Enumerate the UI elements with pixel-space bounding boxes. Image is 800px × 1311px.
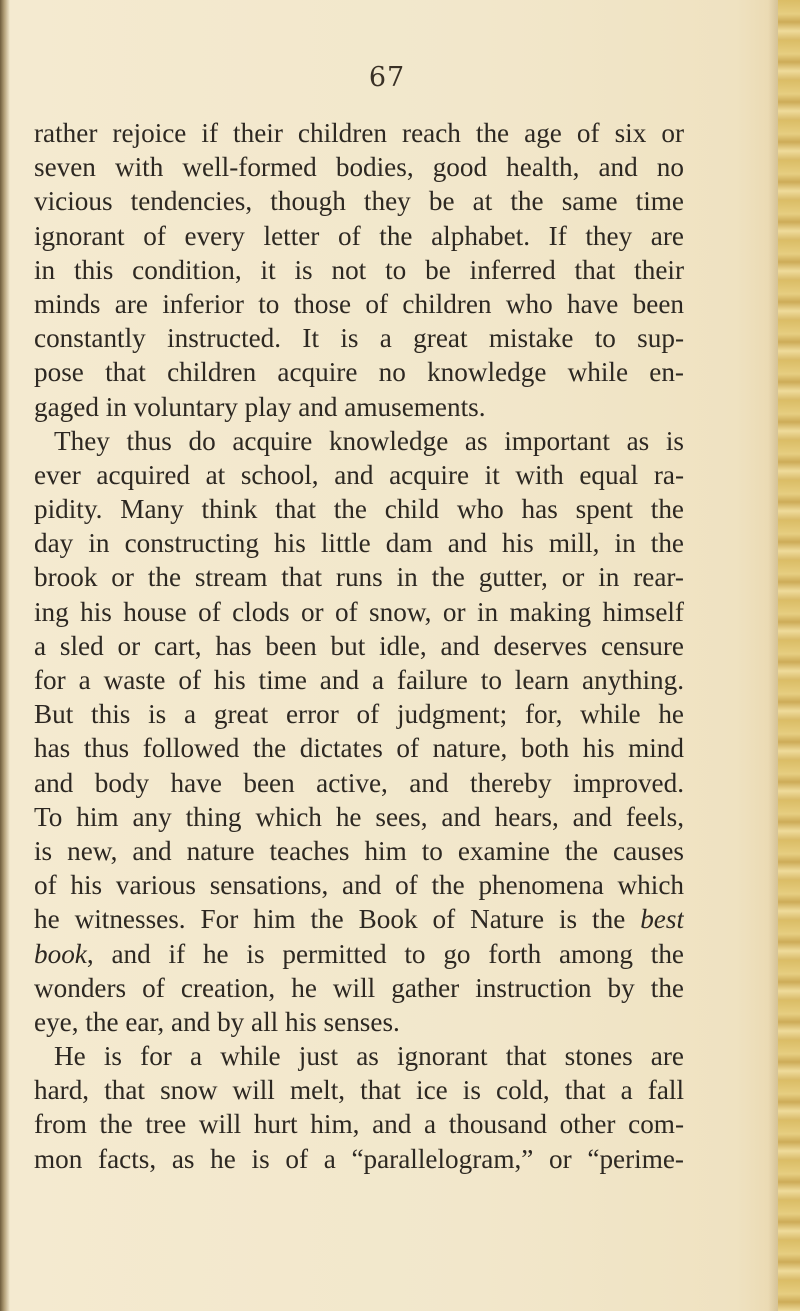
text-line-30: from the tree will hurt him, and a thousand other com- <box>34 1109 684 1140</box>
text-line-12: pidity. Many think that the child who has spent the <box>34 494 684 525</box>
page-number: 67 <box>368 62 406 93</box>
text-line-11: ever acquired at school, and acquire it with equal ra- <box>34 459 684 490</box>
text-line-29: hard, that snow will melt, that ice is cold, that a fall <box>34 1075 684 1106</box>
text-line-23: of his various sensations, and of the phenomena which <box>34 870 684 901</box>
text-line-2: seven with well-formed bodies, good health, and no <box>34 152 684 183</box>
text-line-28: He is for a while just as ignorant that stones are <box>54 1041 684 1072</box>
text-line-25-rest: , and if he is permitted to go forth among the <box>86 938 684 969</box>
text-line-31: mon facts, as he is of a “parallelogram,” or “perime- <box>34 1143 684 1174</box>
text-line-8: pose that children acquire no knowledge while en- <box>34 357 684 388</box>
text-line-17: for a waste of his time and a failure to learn anything. <box>34 665 684 695</box>
text-line-3: vicious tendencies, though they be at the same time <box>34 186 684 217</box>
page-right-shadow <box>768 0 778 1311</box>
text-line-16: a sled or cart, has been but idle, and deserves censure <box>34 630 684 661</box>
text-line-9: gaged in voluntary play and amusements. <box>34 391 486 422</box>
body-text <box>34 116 684 1176</box>
text-line-24-start: he witnesses. For him the Book of Nature is the <box>34 904 626 935</box>
text-line-25 <box>34 937 684 971</box>
text-line-15: ing his house of clods or of snow, or in making himself <box>34 596 684 627</box>
text-line-24 <box>34 902 684 936</box>
emphasis-best: best <box>640 904 684 935</box>
text-line-5: in this condition, it is not to be inferred that their <box>34 254 684 285</box>
text-line-21: To him any thing which he sees, and hears, and feels, <box>34 801 684 832</box>
text-line-14: brook or the stream that runs in the gutter, or in rear- <box>34 562 684 593</box>
text-line-27: eye, the ear, and by all his senses. <box>34 1006 400 1037</box>
page-right-edge <box>778 0 800 1311</box>
text-line-22: is new, and nature teaches him to examine the causes <box>34 835 684 866</box>
emphasis-book: book <box>34 938 87 969</box>
text-line-18: But this is a great error of judgment; for, while he <box>34 699 684 730</box>
text-line-26: wonders of creation, he will gather instruction by the <box>34 972 684 1003</box>
text-line-6: minds are inferior to those of children who have been <box>34 288 684 319</box>
text-line-20: and body have been active, and thereby improved. <box>34 767 684 798</box>
text-line-7: constantly instructed. It is a great mistake to sup- <box>34 323 684 354</box>
text-line-13: day in constructing his little dam and his mill, in the <box>34 528 684 559</box>
text-line-10: They thus do acquire knowledge as important as is <box>54 425 684 456</box>
page-left-edge <box>0 0 10 1311</box>
text-line-4: ignorant of every letter of the alphabet. If they are <box>34 220 684 251</box>
text-line-19: has thus followed the dictates of nature, both his mind <box>34 733 684 764</box>
text-line-1: rather rejoice if their children reach the age of six or <box>34 118 684 148</box>
